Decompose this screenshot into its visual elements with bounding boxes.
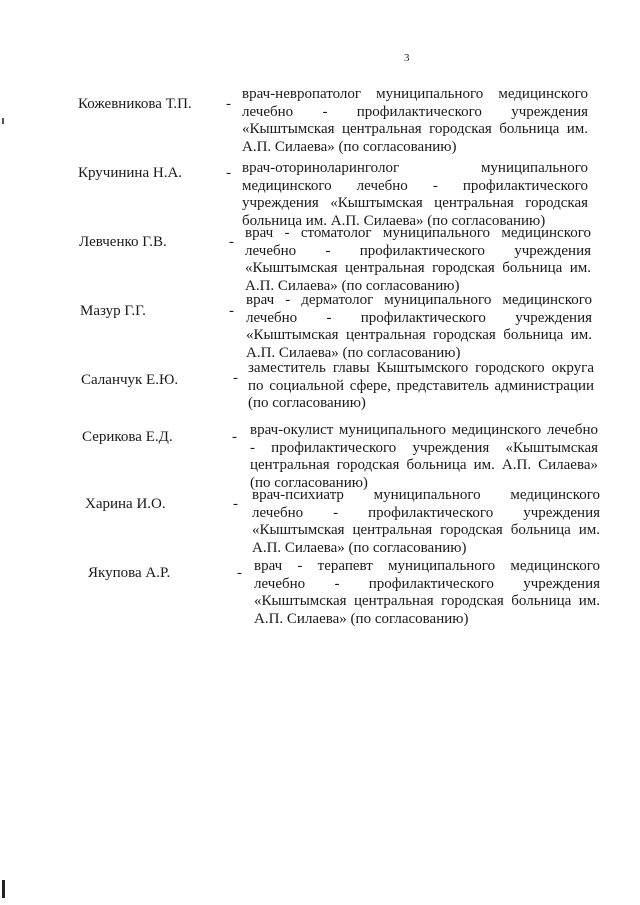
- member-name: Харина И.О.: [85, 496, 166, 512]
- member-name: Кожевникова Т.П.: [78, 96, 192, 112]
- member-description: врач - стоматолог муниципального медицинского лечебно - профилактического учреждения «Кыштымская центральная городская больница им. А.П. Силаева» (по согласованию): [245, 225, 591, 294]
- member-description: врач - терапевт муниципального медицинского лечебно - профилактического учреждения «Кыштымская центральная городская больница им. А.П. Силаева» (по согласованию): [254, 558, 600, 627]
- scan-mark: [2, 880, 5, 898]
- member-description: заместитель главы Кыштымского городского округа по социальной сфере, представитель администрации (по согласованию): [248, 360, 594, 411]
- member-description: врач-оториноларинголог муниципального медицинского лечебно - профилактического учреждения «Кыштымская центральная городская больница им. А.П. Силаева» (по согласованию): [242, 160, 588, 229]
- member-dash: -: [232, 429, 237, 445]
- member-dash: -: [229, 234, 234, 250]
- member-description: врач-психиатр муниципального медицинского лечебно - профилактического учреждения «Кыштымская центральная городская больница им. А.П. Силаева» (по согласованию): [252, 487, 600, 556]
- member-dash: -: [233, 496, 238, 512]
- member-dash: -: [237, 565, 242, 581]
- member-dash: -: [229, 303, 234, 319]
- member-description: врач-невропатолог муниципального медицинского лечебно - профилактического учреждения «Кыштымская центральная городская больница им. А.П. Силаева» (по согласованию): [242, 86, 588, 155]
- member-name: Кручинина Н.А.: [78, 165, 183, 181]
- scan-mark: [2, 118, 4, 124]
- page-number: 3: [404, 52, 410, 64]
- member-name: Левченко Г.В.: [79, 234, 167, 250]
- member-dash: -: [226, 96, 231, 112]
- member-dash: -: [226, 165, 231, 181]
- member-name: Серикова Е.Д.: [82, 429, 173, 445]
- member-description: врач - дерматолог муниципального медицинского лечебно - профилактического учреждения «Кыштымская центральная городская больница им. А.П. Силаева» (по согласованию): [246, 292, 592, 361]
- member-name: Мазур Г.Г.: [80, 303, 146, 319]
- member-name: Саланчук Е.Ю.: [81, 372, 179, 388]
- member-name: Якупова А.Р.: [88, 565, 171, 581]
- member-description: врач-окулист муниципального медицинского лечебно - профилактического учреждения «Кыштымская центральная городская больница им. А.П. Силаева» (по согласованию): [250, 422, 598, 491]
- member-dash: -: [233, 370, 238, 386]
